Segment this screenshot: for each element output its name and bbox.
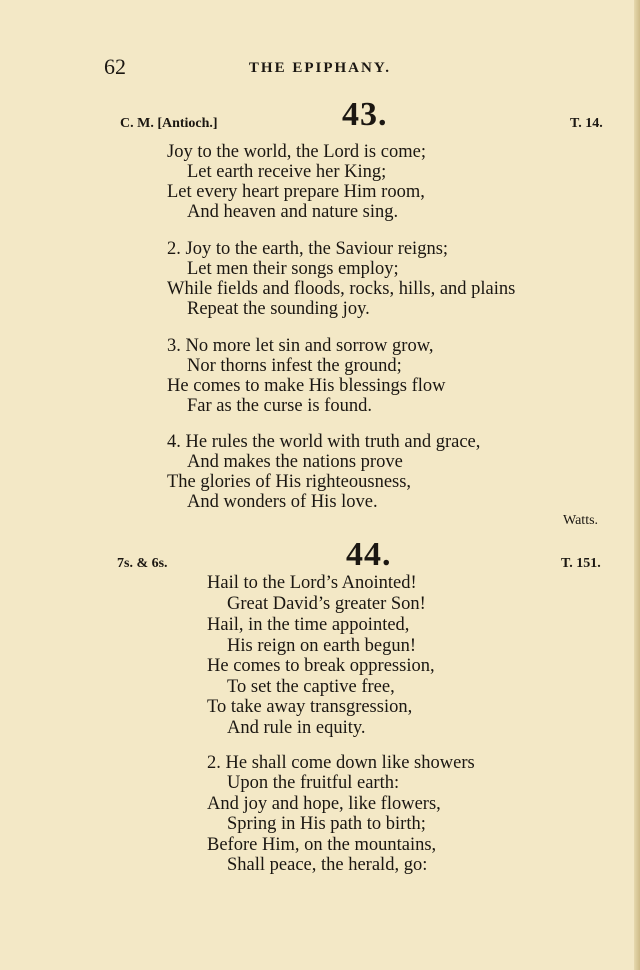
hymn-43-line: And makes the nations prove xyxy=(187,452,403,472)
hymn-44-number: 44. xyxy=(346,536,392,573)
hymn-44-line: To set the captive free, xyxy=(227,677,395,697)
hymn-44-line: To take away transgression, xyxy=(207,697,413,717)
hymn-44-line: Hail, in the time appointed, xyxy=(207,615,410,635)
hymn-43-line: The glories of His righteousness, xyxy=(167,472,412,492)
hymn-44-line: Great David’s greater Son! xyxy=(227,594,426,614)
hymn-43-author: Watts. xyxy=(563,513,599,528)
hymn-43-line: Let men their songs employ; xyxy=(187,259,399,279)
hymn-43-line: Let earth receive her King; xyxy=(187,162,387,182)
hymn-43-line: While fields and floods, rocks, hills, and plains xyxy=(167,279,516,299)
hymn-44-line: Hail to the Lord’s Anointed! xyxy=(207,573,417,593)
running-title: THE EPIPHANY. xyxy=(248,60,392,76)
hymn-43-line: Let every heart prepare Him room, xyxy=(167,182,425,202)
hymn-43-number: 43. xyxy=(342,96,388,133)
hymn-44-line: Upon the fruitful earth: xyxy=(227,773,400,793)
hymn-43-tune: T. 14. xyxy=(570,116,603,131)
hymn-43-meter: C. M. [Antioch.] xyxy=(120,116,218,131)
hymn-43-line: Nor thorns infest the ground; xyxy=(187,356,402,376)
hymn-44-line: Shall peace, the herald, go: xyxy=(227,855,428,875)
hymn-44-line: He comes to break oppression, xyxy=(207,656,435,676)
hymn-44-meter: 7s. & 6s. xyxy=(117,556,168,571)
hymn-44-line: His reign on earth begun! xyxy=(227,636,417,656)
hymn-44-line: Before Him, on the mountains, xyxy=(207,835,437,855)
hymn-44-line: And joy and hope, like flowers, xyxy=(207,794,441,814)
hymn-43-line: He comes to make His blessings flow xyxy=(167,376,446,396)
hymn-44-line: Spring in His path to birth; xyxy=(227,814,426,834)
hymn-43-line: Far as the curse is found. xyxy=(187,396,372,416)
hymn-44-line: And rule in equity. xyxy=(227,718,366,738)
hymn-43-line: 3. No more let sin and sorrow grow, xyxy=(167,336,434,356)
hymn-43-line: And wonders of His love. xyxy=(187,492,378,512)
page-number: 62 xyxy=(104,54,126,79)
page-edge xyxy=(634,0,640,970)
hymn-43-line: Repeat the sounding joy. xyxy=(187,299,370,319)
hymn-43-line: And heaven and nature sing. xyxy=(187,202,399,222)
hymn-43-line: 2. Joy to the earth, the Saviour reigns; xyxy=(167,239,449,259)
hymn-43-line: 4. He rules the world with truth and grace, xyxy=(167,432,481,452)
hymn-44-tune: T. 151. xyxy=(561,556,601,571)
hymn-44-line: 2. He shall come down like showers xyxy=(207,753,475,773)
hymn-43-line: Joy to the world, the Lord is come; xyxy=(167,142,426,162)
